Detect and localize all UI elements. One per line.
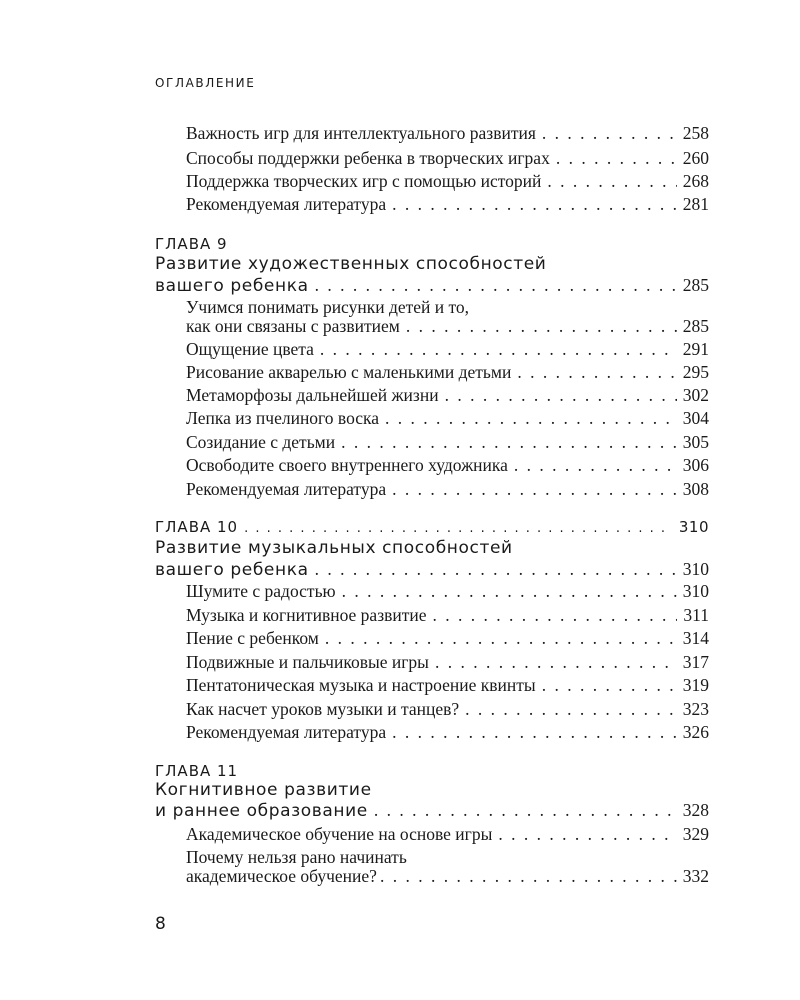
toc-entry[interactable] — [186, 410, 709, 428]
chapter-label[interactable]: ГЛАВА 9 — [155, 235, 228, 253]
dot-leader — [542, 125, 677, 143]
entry-title: как они связаны с развитием — [186, 316, 400, 336]
entry-page: 291 — [682, 339, 709, 359]
entry-page: 329 — [682, 824, 709, 844]
chapter-title[interactable]: Развитие художественных способностей — [155, 254, 547, 274]
entry-page: 310 — [682, 581, 709, 601]
chapter-title-row[interactable] — [155, 277, 709, 295]
dot-leader — [374, 802, 677, 820]
entry-title: Освободите своего внутреннего художника — [186, 455, 508, 475]
entry-page: 302 — [682, 385, 709, 405]
entry-page: 281 — [682, 194, 709, 214]
toc-entry[interactable] — [186, 724, 709, 742]
entry-title: академическое обучение? — [186, 866, 377, 886]
dot-leader — [433, 607, 678, 625]
toc-entry[interactable] — [186, 607, 709, 625]
chapter-title-line2: вашего ребенка — [155, 276, 309, 296]
entry-page: 295 — [682, 362, 709, 382]
toc-entry[interactable] — [186, 434, 709, 452]
toc-entry[interactable] — [186, 318, 709, 336]
entry-title: Рекомендуемая литература — [186, 479, 387, 499]
toc-entry[interactable] — [186, 150, 709, 168]
running-header: ОГЛАВЛЕНИЕ — [155, 76, 256, 90]
page-number: 8 — [155, 914, 166, 934]
chapter-title-line2: вашего ребенка — [155, 560, 309, 580]
dot-leader — [341, 434, 677, 452]
toc-entry[interactable] — [186, 826, 709, 844]
entry-page: 326 — [682, 722, 709, 742]
dot-leader — [325, 630, 677, 648]
dot-leader — [542, 677, 677, 695]
dot-leader — [556, 150, 677, 168]
toc-entry[interactable] — [186, 583, 709, 601]
dot-leader — [380, 868, 677, 886]
toc-entry[interactable] — [186, 173, 709, 191]
chapter-label: ГЛАВА 10 — [155, 518, 239, 536]
toc-entry[interactable] — [186, 341, 709, 359]
toc-entry[interactable] — [186, 196, 709, 214]
toc-entry[interactable] — [186, 701, 709, 719]
toc-entry[interactable] — [186, 630, 709, 648]
entry-title: Академическое обучение на основе игры — [186, 824, 493, 844]
dot-leader — [320, 341, 677, 359]
toc-entry[interactable] — [186, 457, 709, 475]
dot-leader — [315, 561, 677, 579]
chapter-title-line2: и раннее образование — [155, 801, 368, 821]
entry-title: Шумите с радостью — [186, 581, 336, 601]
chapter-title[interactable]: Развитие музыкальных способностей — [155, 538, 513, 558]
dot-leader — [244, 522, 673, 535]
dot-leader — [547, 173, 676, 191]
chapter-page: 285 — [682, 275, 709, 295]
entry-title: Пение с ребенком — [186, 628, 319, 648]
dot-leader — [465, 701, 677, 719]
toc-entry-line1[interactable]: Почему нельзя рано начинать — [186, 847, 407, 867]
entry-page: 306 — [682, 455, 709, 475]
chapter-page: 310 — [682, 559, 709, 579]
chapter-label-page: 310 — [678, 518, 709, 536]
entry-title: Метаморфозы дальнейшей жизни — [186, 385, 439, 405]
entry-page: 311 — [683, 605, 709, 625]
entry-title: Пентатоническая музыка и настроение квинты — [186, 675, 536, 695]
dot-leader — [392, 481, 677, 499]
dot-leader — [385, 410, 677, 428]
chapter-label[interactable]: ГЛАВА 11 — [155, 762, 239, 780]
entry-page: 314 — [682, 628, 709, 648]
entry-page: 308 — [682, 479, 709, 499]
dot-leader — [392, 724, 677, 742]
toc-entry[interactable] — [186, 387, 709, 405]
chapter-title-row[interactable] — [155, 802, 709, 820]
entry-title: Рекомендуемая литература — [186, 722, 387, 742]
entry-page: 305 — [682, 432, 709, 452]
toc-entry[interactable] — [186, 364, 709, 382]
entry-title: Способы поддержки ребенка в творческих играх — [186, 148, 550, 168]
entry-title: Важность игр для интеллектуального развития — [186, 123, 536, 143]
entry-page: 260 — [682, 148, 709, 168]
dot-leader — [498, 826, 676, 844]
chapter-page: 328 — [682, 800, 709, 820]
chapter-title-row[interactable] — [155, 561, 709, 579]
chapter-label-row[interactable] — [155, 520, 709, 535]
entry-page: 323 — [682, 699, 709, 719]
entry-page: 317 — [682, 652, 709, 672]
dot-leader — [445, 387, 677, 405]
entry-page: 268 — [682, 171, 709, 191]
dot-leader — [517, 364, 676, 382]
toc-entry[interactable] — [186, 677, 709, 695]
entry-page: 304 — [682, 408, 709, 428]
entry-title: Подвижные и пальчиковые игры — [186, 652, 429, 672]
toc-entry[interactable] — [186, 868, 709, 886]
entry-title: Лепка из пчелиного воска — [186, 408, 380, 428]
entry-title: Ощущение цвета — [186, 339, 314, 359]
entry-page: 319 — [682, 675, 709, 695]
dot-leader — [514, 457, 677, 475]
toc-entry-line1[interactable]: Учимся понимать рисунки детей и то, — [186, 297, 470, 317]
entry-title: Поддержка творческих игр с помощью историй — [186, 171, 542, 191]
dot-leader — [342, 583, 677, 601]
entry-page: 332 — [682, 866, 709, 886]
entry-page: 285 — [682, 316, 709, 336]
chapter-title[interactable]: Когнитивное развитие — [155, 780, 372, 800]
toc-entry[interactable] — [186, 481, 709, 499]
entry-title: Как насчет уроков музыки и танцев? — [186, 699, 460, 719]
dot-leader — [435, 654, 677, 672]
entry-title: Рисование акварелью с маленькими детьми — [186, 362, 512, 382]
entry-page: 258 — [682, 123, 709, 143]
dot-leader — [392, 196, 677, 214]
dot-leader — [315, 277, 677, 295]
dot-leader — [406, 318, 677, 336]
entry-title: Рекомендуемая литература — [186, 194, 387, 214]
entry-title: Созидание с детьми — [186, 432, 336, 452]
toc-entry[interactable] — [186, 125, 709, 143]
toc-entry[interactable] — [186, 654, 709, 672]
entry-title: Музыка и когнитивное развитие — [186, 605, 427, 625]
